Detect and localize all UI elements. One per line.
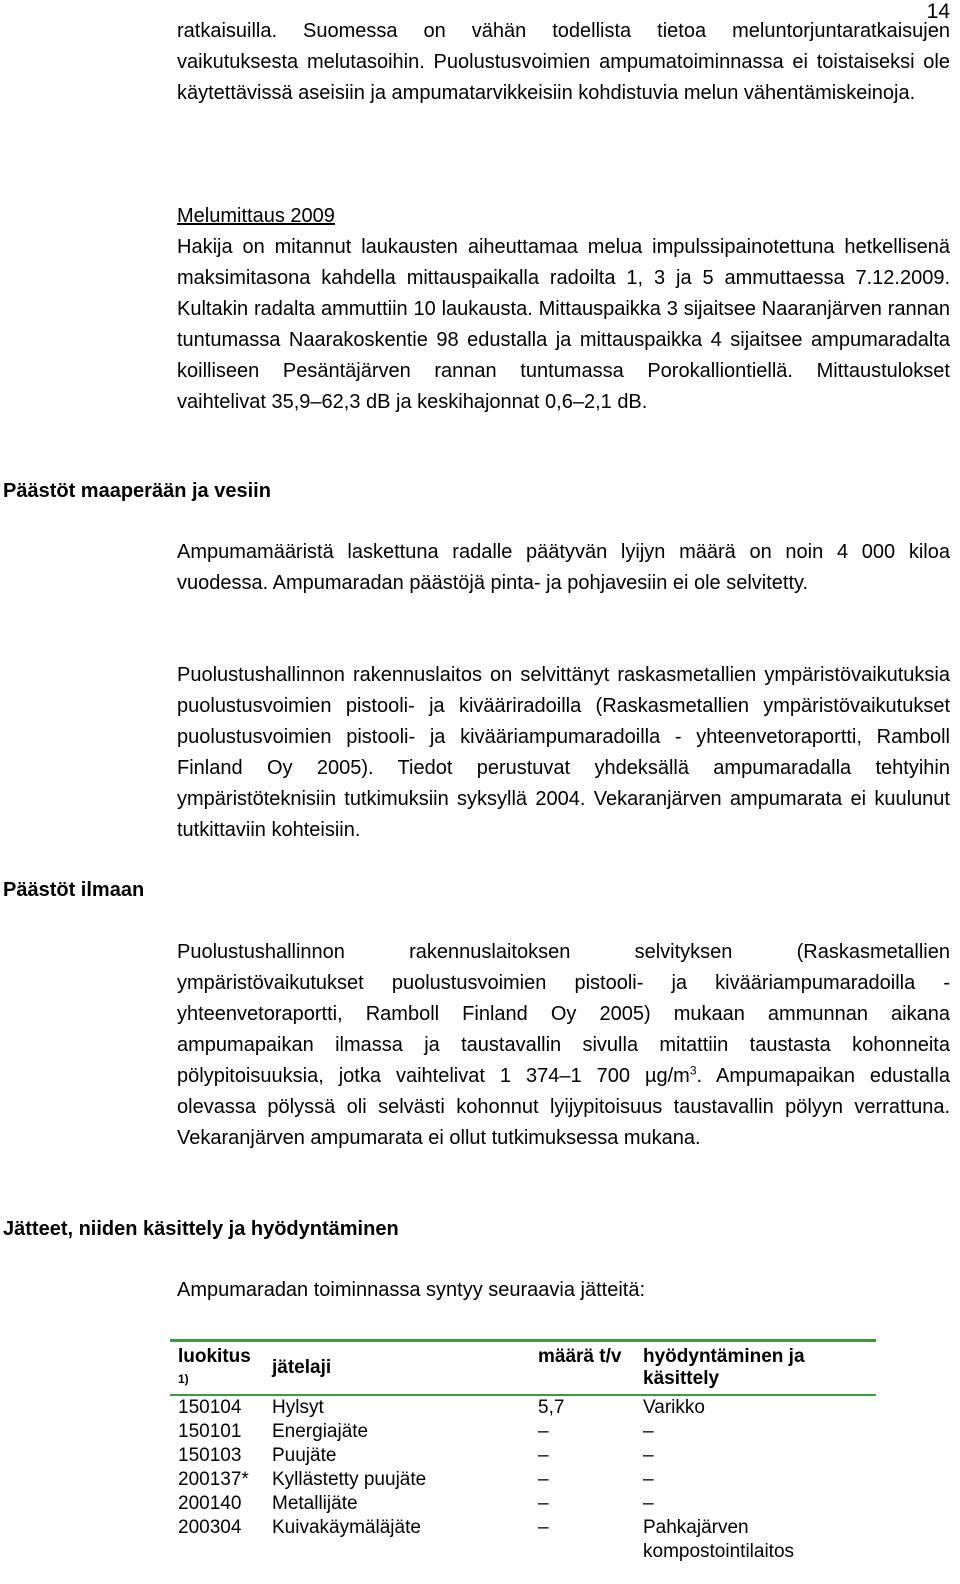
table-row [170, 1395, 876, 1420]
cell-code: 150101 [178, 1421, 242, 1442]
cell-code: 150104 [178, 1397, 242, 1418]
header-handling: hyödyntäminen ja käsittely [635, 1341, 876, 1396]
noise-measurement-paragraph: Hakija on mitannut laukausten aiheuttamaa melua impulssipainotettuna hetkellisenä maksimitasona kahdella mittauspaikalla radoilta 1, 3 ja 5 ammuttaessa 7.12.2009. Kultakin radalta ammuttiin 10 laukausta. Mittauspaikka 3 sijaitsee Naaranjärven rannan tuntumassa Naarakoskentie 98 edustalla ja mittauspaikka 4 sijaitsee ampumaradalta koilliseen Pesäntäjärven rannan tuntumassa Porokalliontiellä. Mittaustulokset vaihtelivat 35,9–62,3 dB ja keskihajonnat 0,6–2,1 dB. [177, 236, 950, 413]
waste-table-header-row [170, 1341, 876, 1396]
cell-handling: Pahkajärven kompostointilaitos [643, 1517, 795, 1562]
cell-amount: – [538, 1469, 549, 1490]
superscript-cubed: 3 [689, 1063, 697, 1078]
cell-type: Kyllästetty puujäte [272, 1469, 427, 1490]
air-emissions-heading: Päästöt ilmaan [3, 879, 145, 901]
cell-amount: – [538, 1517, 549, 1538]
air-dust-text-part2: . Ampumapaikan edustalla olevassa pölyssä oli selvästi kohonnut lyijypitoisuus taustavallin pölyyn verrattuna. Vekaranjärven ampumarata ei ollut tutkimuksessa mukana. [177, 1065, 950, 1149]
lead-amount-paragraph: Ampumamääristä laskettuna radalle päätyvän lyijyn määrä on noin 4 000 kiloa vuodessa. Ampumaradan päästöjä pinta- ja pohjavesiin ei ole selvitetty. [177, 541, 950, 594]
cell-handling: – [643, 1469, 654, 1490]
cell-code: 200137* [178, 1469, 249, 1490]
header-type: jätelaji [264, 1341, 530, 1396]
cell-amount: 5,7 [538, 1397, 565, 1418]
air-dust-text-part1: Puolustushallinnon rakennuslaitoksen selvityksen (Raskasmetallien ympäristövaikutukset puolustusvoimien pistooli- ja kivääriampumaradoilla -yhteenvetoraportti, Ramboll Finland Oy 2005) mukaan ammunnan aikana ampumapaikan ilmassa ja taustavallin sivulla mitattiin taustasta kohonneita pölypitoisuuksia, jotka vaihtelivat 1 374–1 700 µg/m [177, 941, 950, 1087]
header-amount: määrä t/v [530, 1341, 635, 1396]
cell-type: Kuivakäymäläjäte [272, 1517, 421, 1538]
heavy-metals-paragraph: Puolustushallinnon rakennuslaitos on selvittänyt raskasmetallien ympäristövaikutuksia puolustusvoimien pistooli- ja kivääriradoilla (Raskasmetallien ympäristövaikutukset puolustusvoimien pistooli- ja kivääriampumaradoilla - yhteenvetoraportti, Ramboll Finland Oy 2005). Tiedot perustuvat yhdeksällä ampumaradalla tehtyihin ympäristöteknisiin tutkimuksiin syksyllä 2004. Vekaranjärven ampumarata ei kuulunut tutkittaviin kohteisiin. [177, 664, 950, 841]
header-code-label: luokitus [178, 1346, 251, 1367]
page-number: 14 [926, 0, 950, 23]
table-row [170, 1492, 876, 1516]
cell-handling: – [643, 1493, 654, 1514]
cell-code: 200140 [178, 1493, 242, 1514]
soil-water-emissions-heading: Päästöt maaperään ja vesiin [3, 480, 271, 502]
header-code-footnote: 1) [178, 1372, 189, 1386]
cell-type: Puujäte [272, 1445, 337, 1466]
waste-table [170, 1339, 876, 1564]
header-code [170, 1341, 264, 1396]
intro-paragraph: ratkaisuilla. Suomessa on vähän todellista tietoa meluntorjuntaratkaisujen vaikutuksesta melutasoihin. Puolustusvoimien ampumatoiminnassa ei toistaiseksi ole käytettävissä aseisiin ja ampumatarvikkeisiin kohdistuvia melun vähentämiskeinoja. [177, 20, 950, 104]
air-dust-paragraph [177, 937, 950, 1154]
cell-code: 200304 [178, 1517, 242, 1538]
waste-intro: Ampumaradan toiminnassa syntyy seuraavia jätteitä: [177, 1279, 646, 1301]
cell-amount: – [538, 1493, 549, 1514]
table-row [170, 1516, 876, 1564]
cell-type: Hylsyt [272, 1397, 324, 1418]
cell-handling: – [643, 1421, 654, 1442]
noise-measurement-subheading: Melumittaus 2009 [177, 205, 335, 227]
cell-amount: – [538, 1421, 549, 1442]
table-row [170, 1444, 876, 1468]
table-row [170, 1420, 876, 1444]
waste-heading: Jätteet, niiden käsittely ja hyödyntäminen [3, 1218, 399, 1240]
cell-handling: – [643, 1445, 654, 1466]
cell-type: Metallijäte [272, 1493, 358, 1514]
cell-amount: – [538, 1445, 549, 1466]
cell-type: Energiajäte [272, 1421, 369, 1442]
cell-handling: Varikko [643, 1397, 705, 1418]
table-row [170, 1468, 876, 1492]
cell-code: 150103 [178, 1445, 242, 1466]
